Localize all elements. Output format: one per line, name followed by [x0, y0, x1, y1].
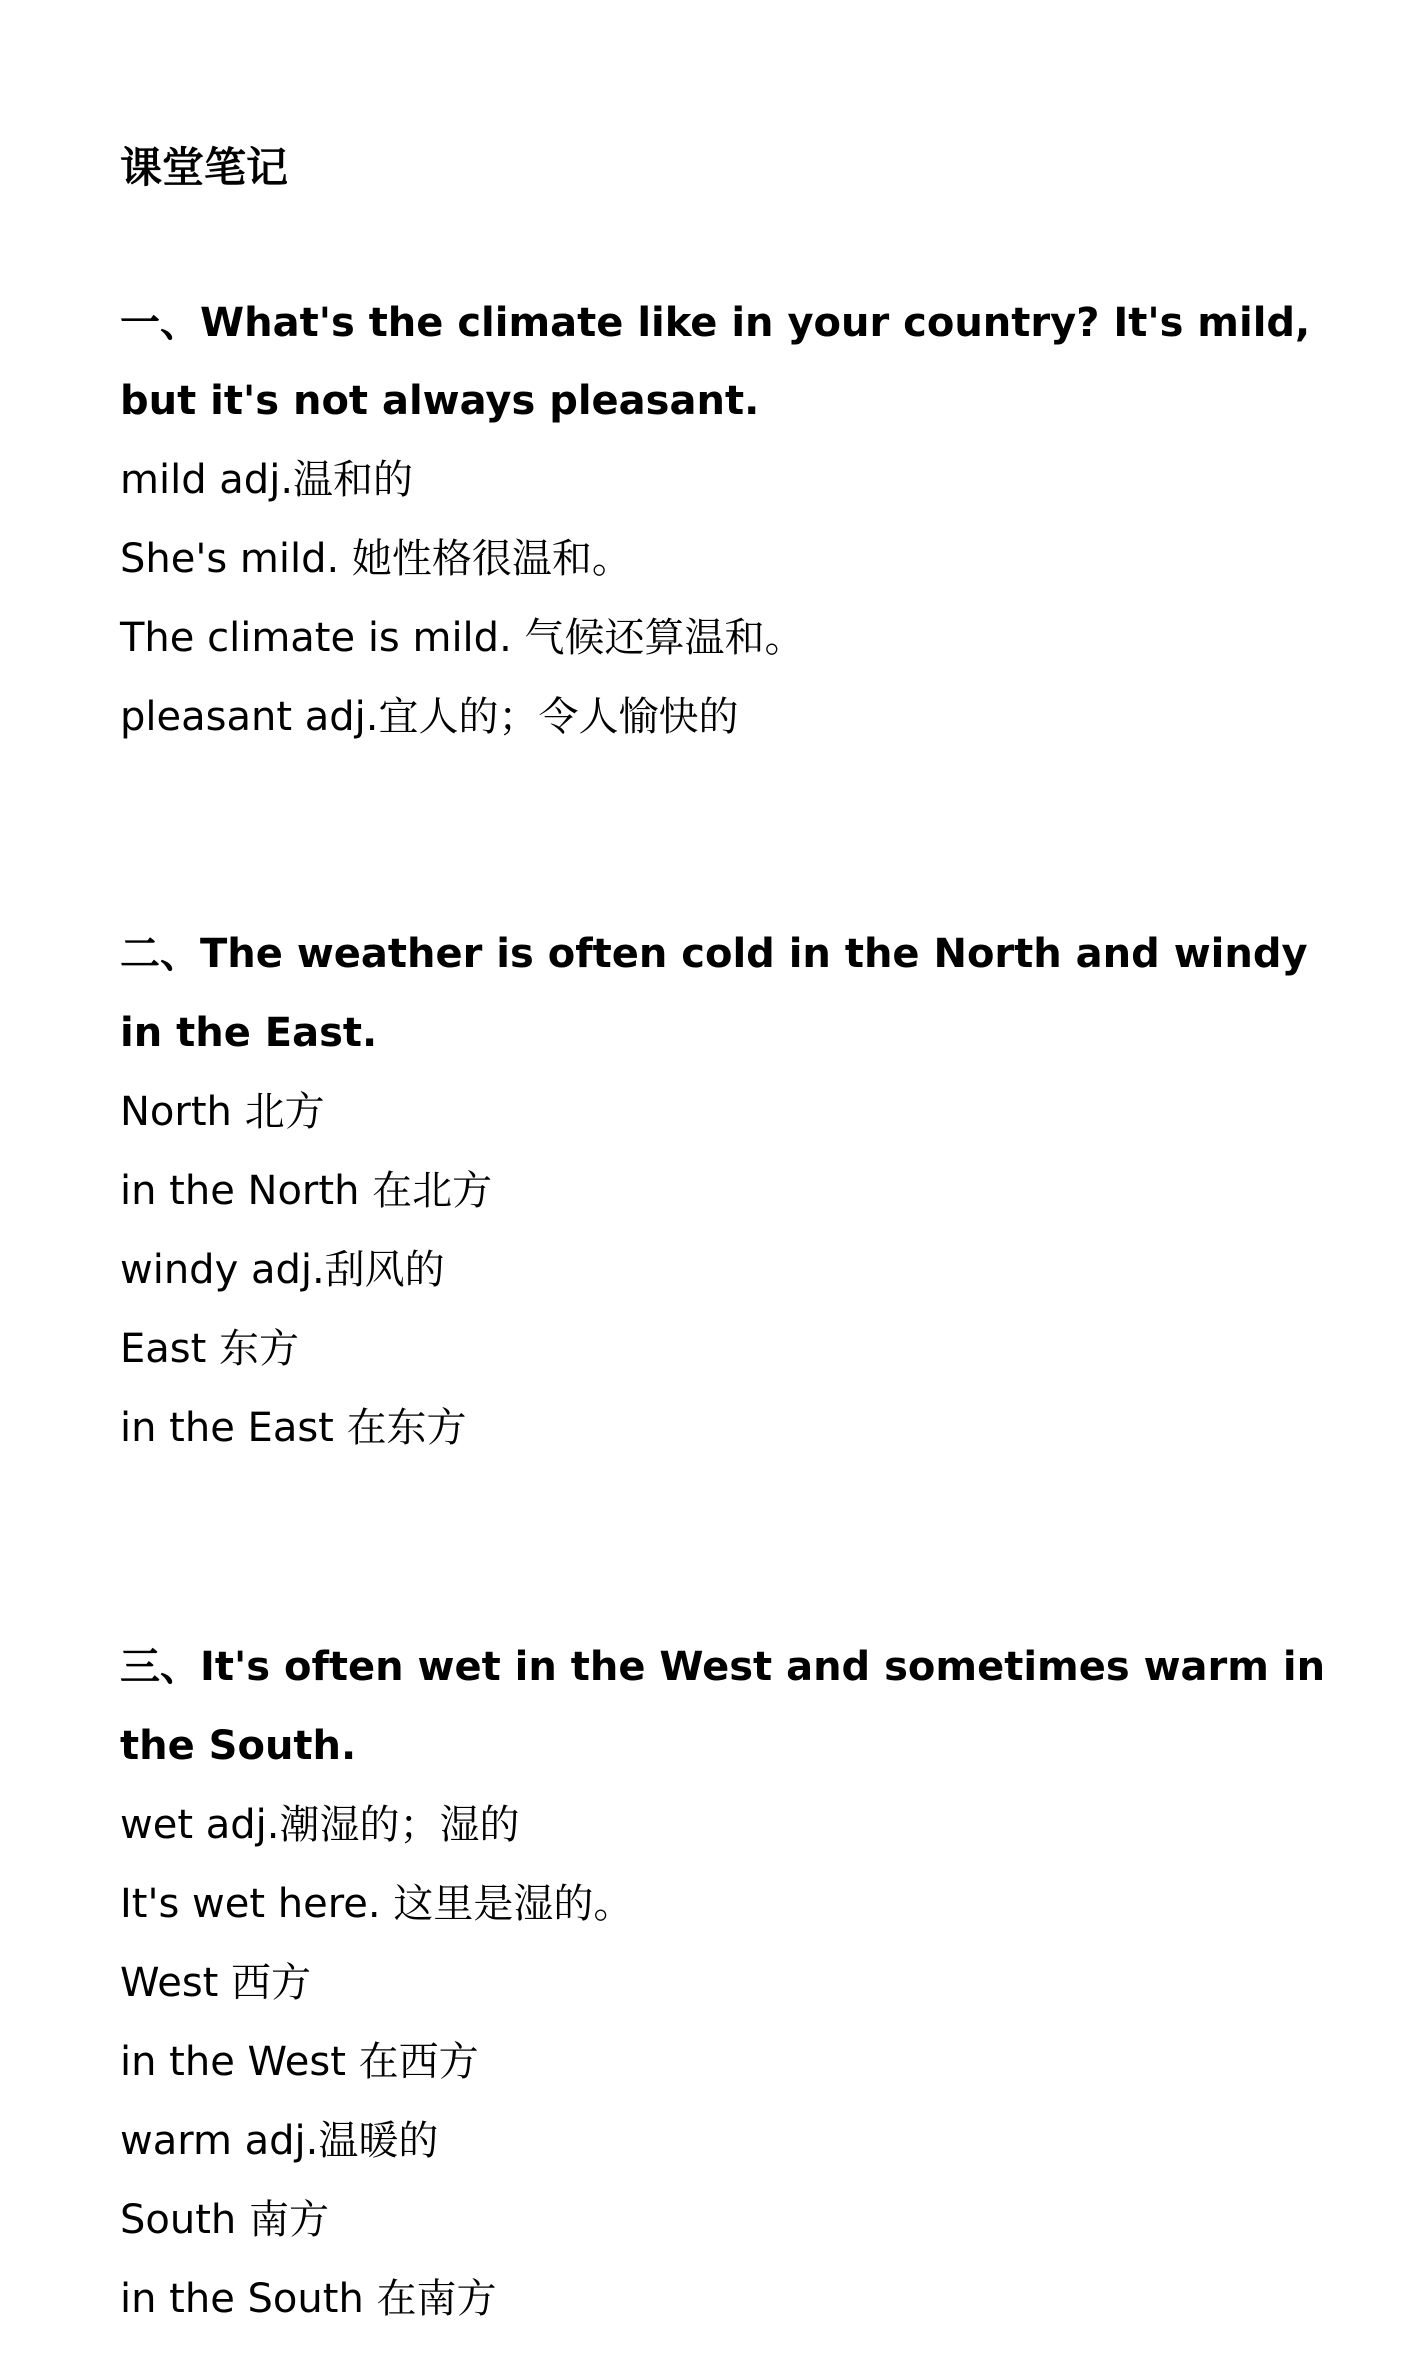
section-heading-line: 二、The weather is often cold in the North and windy [120, 931, 1308, 977]
note-line: West 西方 [120, 1960, 312, 2006]
section-heading-line: but it's not always pleasant. [120, 378, 760, 424]
note-line: in the West 在西方 [120, 2039, 479, 2085]
note-line: She's mild. 她性格很温和。 [120, 536, 632, 582]
document-title: 课堂笔记 [120, 143, 289, 192]
note-line: windy adj.刮风的 [120, 1247, 445, 1293]
section-heading-line: 一、What's the climate like in your country? It's mild, [120, 300, 1311, 346]
note-line: mild adj.温和的 [120, 457, 414, 503]
note-line: warm adj.温暖的 [120, 2118, 439, 2164]
note-line: South 南方 [120, 2197, 329, 2243]
note-line: wet adj.潮湿的；湿的 [120, 1802, 520, 1848]
note-line: in the South 在南方 [120, 2276, 497, 2322]
note-line: East 东方 [120, 1326, 300, 1372]
note-line: It's wet here. 这里是湿的。 [120, 1881, 634, 1927]
section-heading-line: the South. [120, 1723, 357, 1769]
note-line: pleasant adj.宜人的；令人愉快的 [120, 694, 739, 740]
note-line: in the East 在东方 [120, 1405, 467, 1451]
section-heading-line: 三、It's often wet in the West and sometimes warm in [120, 1644, 1326, 1690]
note-line: in the North 在北方 [120, 1168, 493, 1214]
note-line: North 北方 [120, 1089, 325, 1135]
note-line: The climate is mild. 气候还算温和。 [120, 615, 805, 661]
section-heading-line: in the East. [120, 1010, 378, 1056]
